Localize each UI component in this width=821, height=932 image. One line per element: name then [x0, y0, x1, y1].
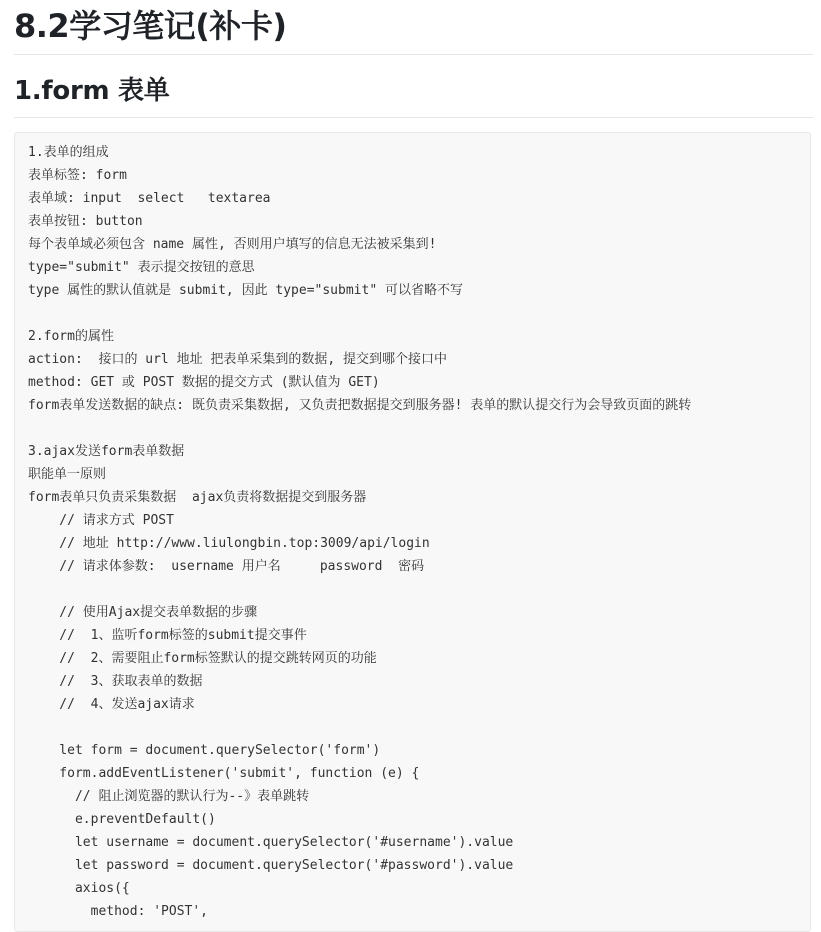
code-line: // 2、需要阻止form标签默认的提交跳转网页的功能	[28, 651, 377, 666]
code-line: form表单只负责采集数据 ajax负责将数据提交到服务器	[28, 490, 367, 505]
code-line: e.preventDefault()	[28, 812, 216, 827]
code-line: 职能单一原则	[28, 467, 107, 482]
code-line: 2.form的属性	[28, 329, 114, 344]
code-block[interactable]	[14, 132, 811, 932]
code-line: 表单按钮: button	[28, 214, 143, 229]
code-line: // 阻止浏览器的默认行为--》表单跳转	[28, 789, 310, 804]
code-line	[28, 578, 810, 601]
code-line: action: 接口的 url 地址 把表单采集到的数据, 提交到哪个接口中	[28, 352, 448, 367]
code-line: let password = document.querySelector('#password').value	[28, 858, 514, 873]
code-line: type="submit" 表示提交按钮的意思	[28, 260, 255, 275]
code-line: 表单域: input select textarea	[28, 191, 271, 206]
code-line	[28, 716, 810, 739]
code-line: // 使用Ajax提交表单数据的步骤	[28, 605, 258, 620]
code-line: // 请求方式 POST	[28, 513, 174, 528]
code-line: method: 'POST',	[28, 904, 209, 919]
code-line: // 请求体参数: username 用户名 password 密码	[28, 559, 425, 574]
code-line: 1.表单的组成	[28, 145, 109, 160]
code-line: 3.ajax发送form表单数据	[28, 444, 185, 459]
note-page	[14, 0, 813, 919]
code-line: form表单发送数据的缺点: 既负责采集数据, 又负责把数据提交到服务器! 表单的默认提交行为会导致页面的跳转	[28, 398, 692, 413]
code-line	[28, 302, 810, 325]
code-line: let form = document.querySelector('form')	[28, 743, 381, 758]
code-lines	[28, 141, 810, 923]
code-line: // 4、发送ajax请求	[28, 697, 195, 712]
code-line: // 3、获取表单的数据	[28, 674, 203, 689]
code-line: axios({	[28, 881, 130, 896]
code-line: type 属性的默认值就是 submit, 因此 type="submit" 可以省略不写	[28, 283, 463, 298]
code-line: 表单标签: form	[28, 168, 127, 183]
code-line: let username = document.querySelector('#username').value	[28, 835, 514, 850]
code-line: form.addEventListener('submit', function (e) {	[28, 766, 420, 781]
code-line: // 地址 http://www.liulongbin.top:3009/api/login	[28, 536, 430, 551]
code-line	[28, 417, 810, 440]
code-line: 每个表单域必须包含 name 属性, 否则用户填写的信息无法被采集到!	[28, 237, 437, 252]
code-line: method: GET 或 POST 数据的提交方式 (默认值为 GET)	[28, 375, 380, 390]
code-line: // 1、监听form标签的submit提交事件	[28, 628, 307, 643]
section-heading-form: 1.form 表单	[14, 72, 813, 118]
page-title: 8.2学习笔记(补卡)	[14, 0, 813, 55]
